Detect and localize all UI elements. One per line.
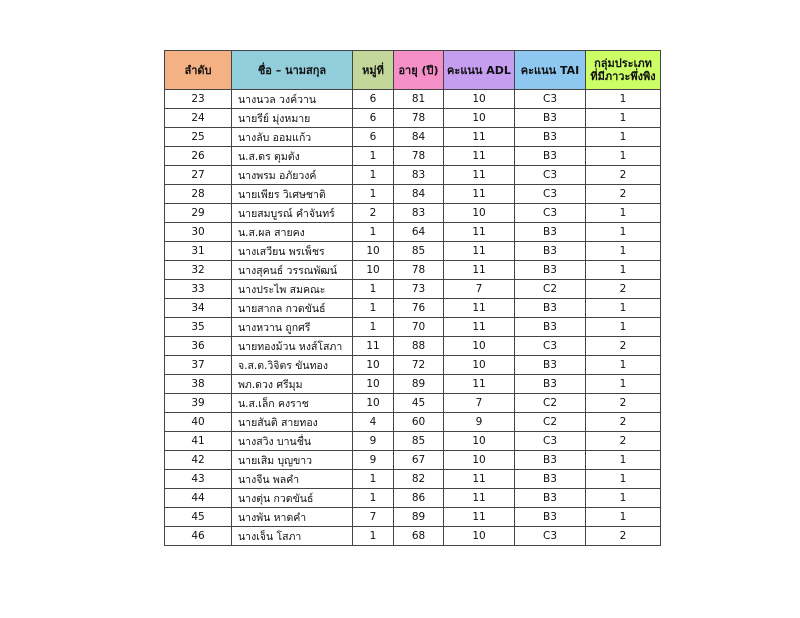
header-adl: คะแนน ADL <box>444 51 515 90</box>
header-group-line2: ที่มีภาวะพึ่งพิง <box>590 70 656 83</box>
cell-group: 1 <box>586 204 661 223</box>
cell-age: 84 <box>394 128 444 147</box>
cell-tai: B3 <box>515 318 586 337</box>
table-header <box>165 51 661 90</box>
cell-village: 1 <box>353 299 394 318</box>
cell-group: 2 <box>586 394 661 413</box>
cell-no: 24 <box>165 109 232 128</box>
cell-name: นางพัน หาดคำ <box>232 508 353 527</box>
cell-name: นางหวาน ถูกศรี <box>232 318 353 337</box>
cell-name: นางลับ ออมแก้ว <box>232 128 353 147</box>
cell-no: 38 <box>165 375 232 394</box>
cell-adl: 7 <box>444 394 515 413</box>
cell-village: 9 <box>353 451 394 470</box>
cell-adl: 11 <box>444 508 515 527</box>
cell-group: 1 <box>586 375 661 394</box>
cell-name: นายเพียร วิเศษชาติ <box>232 185 353 204</box>
header-name: ชื่อ – นามสกุล <box>232 51 353 90</box>
cell-group: 2 <box>586 337 661 356</box>
table-row <box>165 394 661 413</box>
cell-group: 1 <box>586 90 661 109</box>
cell-group: 2 <box>586 280 661 299</box>
header-group-line1: กลุ่มประเภท <box>594 57 652 70</box>
cell-no: 46 <box>165 527 232 546</box>
cell-group: 2 <box>586 166 661 185</box>
cell-no: 41 <box>165 432 232 451</box>
cell-name: นายสมบูรณ์ คำจันทร์ <box>232 204 353 223</box>
cell-village: 7 <box>353 508 394 527</box>
cell-adl: 11 <box>444 242 515 261</box>
cell-age: 85 <box>394 242 444 261</box>
cell-group: 1 <box>586 242 661 261</box>
header-group <box>586 51 661 90</box>
cell-adl: 11 <box>444 318 515 337</box>
cell-adl: 11 <box>444 470 515 489</box>
cell-village: 1 <box>353 489 394 508</box>
header-no: ลำดับ <box>165 51 232 90</box>
cell-no: 42 <box>165 451 232 470</box>
cell-group: 2 <box>586 432 661 451</box>
cell-group: 1 <box>586 223 661 242</box>
cell-name: นางเสวียน พรเพ็ชร <box>232 242 353 261</box>
cell-village: 1 <box>353 223 394 242</box>
cell-tai: C3 <box>515 185 586 204</box>
cell-name: นางพรม อภัยวงค์ <box>232 166 353 185</box>
cell-tai: C2 <box>515 413 586 432</box>
table-row <box>165 375 661 394</box>
cell-name: นางสวิง บานชื่น <box>232 432 353 451</box>
table-row <box>165 109 661 128</box>
header-village: หมู่ที่ <box>353 51 394 90</box>
cell-village: 1 <box>353 185 394 204</box>
cell-village: 9 <box>353 432 394 451</box>
cell-name: นายสันติ สายทอง <box>232 413 353 432</box>
cell-name: นางตุ่น กวดขันธ์ <box>232 489 353 508</box>
cell-age: 68 <box>394 527 444 546</box>
cell-adl: 10 <box>444 109 515 128</box>
cell-tai: C3 <box>515 527 586 546</box>
table-row <box>165 337 661 356</box>
table-row <box>165 166 661 185</box>
cell-group: 1 <box>586 109 661 128</box>
cell-tai: C3 <box>515 166 586 185</box>
cell-name: นายเสิม บุญขาว <box>232 451 353 470</box>
cell-age: 45 <box>394 394 444 413</box>
cell-no: 34 <box>165 299 232 318</box>
cell-tai: B3 <box>515 109 586 128</box>
table-row <box>165 280 661 299</box>
cell-name: นางประไพ สมคณะ <box>232 280 353 299</box>
cell-adl: 10 <box>444 204 515 223</box>
cell-age: 84 <box>394 185 444 204</box>
cell-adl: 11 <box>444 299 515 318</box>
cell-adl: 11 <box>444 261 515 280</box>
cell-adl: 11 <box>444 375 515 394</box>
cell-no: 27 <box>165 166 232 185</box>
cell-village: 10 <box>353 394 394 413</box>
table-row <box>165 204 661 223</box>
cell-village: 4 <box>353 413 394 432</box>
cell-no: 23 <box>165 90 232 109</box>
cell-adl: 11 <box>444 223 515 242</box>
cell-group: 1 <box>586 356 661 375</box>
cell-village: 1 <box>353 318 394 337</box>
cell-no: 32 <box>165 261 232 280</box>
cell-no: 43 <box>165 470 232 489</box>
elderly-dependency-table <box>164 50 661 546</box>
cell-adl: 11 <box>444 489 515 508</box>
cell-village: 1 <box>353 527 394 546</box>
cell-tai: B3 <box>515 375 586 394</box>
cell-adl: 10 <box>444 356 515 375</box>
cell-village: 10 <box>353 375 394 394</box>
cell-village: 10 <box>353 261 394 280</box>
cell-village: 6 <box>353 109 394 128</box>
table-row <box>165 147 661 166</box>
cell-tai: B3 <box>515 356 586 375</box>
table-row <box>165 318 661 337</box>
cell-village: 1 <box>353 470 394 489</box>
cell-no: 44 <box>165 489 232 508</box>
cell-name: พภ.ดวง ศรีมุม <box>232 375 353 394</box>
cell-tai: C3 <box>515 337 586 356</box>
cell-name: นายรีย์ มุ่งหมาย <box>232 109 353 128</box>
cell-adl: 9 <box>444 413 515 432</box>
table-row <box>165 90 661 109</box>
header-age: อายุ (ปี) <box>394 51 444 90</box>
cell-tai: B3 <box>515 223 586 242</box>
cell-group: 1 <box>586 147 661 166</box>
cell-no: 45 <box>165 508 232 527</box>
table-row <box>165 128 661 147</box>
cell-adl: 11 <box>444 147 515 166</box>
cell-age: 67 <box>394 451 444 470</box>
cell-adl: 11 <box>444 128 515 147</box>
table-row <box>165 261 661 280</box>
cell-name: นางจีน พลคำ <box>232 470 353 489</box>
cell-village: 1 <box>353 166 394 185</box>
cell-no: 26 <box>165 147 232 166</box>
table-row <box>165 185 661 204</box>
table-row <box>165 223 661 242</box>
cell-no: 40 <box>165 413 232 432</box>
cell-age: 78 <box>394 109 444 128</box>
cell-age: 88 <box>394 337 444 356</box>
cell-village: 2 <box>353 204 394 223</box>
cell-no: 30 <box>165 223 232 242</box>
cell-tai: B3 <box>515 147 586 166</box>
cell-no: 28 <box>165 185 232 204</box>
cell-tai: B3 <box>515 242 586 261</box>
table-row <box>165 413 661 432</box>
cell-tai: B3 <box>515 508 586 527</box>
cell-name: นางสุคนธ์ วรรณพัฒน์ <box>232 261 353 280</box>
cell-age: 89 <box>394 508 444 527</box>
table-row <box>165 242 661 261</box>
cell-tai: B3 <box>515 299 586 318</box>
cell-age: 85 <box>394 432 444 451</box>
cell-tai: C3 <box>515 90 586 109</box>
cell-village: 6 <box>353 128 394 147</box>
cell-age: 83 <box>394 204 444 223</box>
cell-tai: B3 <box>515 128 586 147</box>
cell-group: 2 <box>586 527 661 546</box>
cell-village: 1 <box>353 280 394 299</box>
table-row <box>165 508 661 527</box>
cell-group: 2 <box>586 413 661 432</box>
cell-village: 1 <box>353 147 394 166</box>
cell-adl: 11 <box>444 185 515 204</box>
cell-group: 1 <box>586 489 661 508</box>
table-row <box>165 432 661 451</box>
cell-adl: 10 <box>444 337 515 356</box>
cell-age: 82 <box>394 470 444 489</box>
cell-tai: C3 <box>515 204 586 223</box>
cell-no: 33 <box>165 280 232 299</box>
cell-age: 89 <box>394 375 444 394</box>
cell-age: 64 <box>394 223 444 242</box>
header-row <box>165 51 661 90</box>
cell-name: นายสากล กวดขันธ์ <box>232 299 353 318</box>
cell-no: 36 <box>165 337 232 356</box>
cell-name: จ.ส.ต.วิจิตร ขันทอง <box>232 356 353 375</box>
table-body <box>165 90 661 546</box>
cell-adl: 10 <box>444 451 515 470</box>
cell-no: 29 <box>165 204 232 223</box>
cell-group: 1 <box>586 318 661 337</box>
cell-adl: 7 <box>444 280 515 299</box>
cell-tai: B3 <box>515 470 586 489</box>
cell-adl: 11 <box>444 166 515 185</box>
cell-age: 70 <box>394 318 444 337</box>
cell-adl: 10 <box>444 90 515 109</box>
cell-age: 60 <box>394 413 444 432</box>
cell-no: 39 <box>165 394 232 413</box>
cell-age: 78 <box>394 147 444 166</box>
cell-no: 25 <box>165 128 232 147</box>
cell-group: 1 <box>586 470 661 489</box>
table-row <box>165 451 661 470</box>
cell-tai: B3 <box>515 261 586 280</box>
cell-age: 81 <box>394 90 444 109</box>
cell-group: 1 <box>586 261 661 280</box>
table-row <box>165 489 661 508</box>
cell-name: นายทองม้วน หงส์โสภา <box>232 337 353 356</box>
cell-village: 11 <box>353 337 394 356</box>
cell-age: 72 <box>394 356 444 375</box>
cell-group: 1 <box>586 508 661 527</box>
cell-age: 83 <box>394 166 444 185</box>
cell-age: 76 <box>394 299 444 318</box>
cell-age: 78 <box>394 261 444 280</box>
cell-name: นางนวล วงค์วาน <box>232 90 353 109</box>
cell-group: 1 <box>586 128 661 147</box>
cell-name: น.ส.ดร ตุมตัง <box>232 147 353 166</box>
cell-village: 10 <box>353 356 394 375</box>
cell-tai: B3 <box>515 489 586 508</box>
cell-group: 1 <box>586 451 661 470</box>
cell-no: 37 <box>165 356 232 375</box>
cell-name: น.ส.ผล สายคง <box>232 223 353 242</box>
cell-tai: C3 <box>515 432 586 451</box>
cell-tai: B3 <box>515 451 586 470</box>
cell-age: 73 <box>394 280 444 299</box>
cell-no: 35 <box>165 318 232 337</box>
cell-name: นางเจ็น โสภา <box>232 527 353 546</box>
cell-village: 10 <box>353 242 394 261</box>
cell-adl: 10 <box>444 432 515 451</box>
cell-group: 2 <box>586 185 661 204</box>
cell-adl: 10 <box>444 527 515 546</box>
cell-tai: C2 <box>515 394 586 413</box>
cell-tai: C2 <box>515 280 586 299</box>
header-tai: คะแนน TAI <box>515 51 586 90</box>
table-row <box>165 299 661 318</box>
cell-age: 86 <box>394 489 444 508</box>
table-row <box>165 356 661 375</box>
cell-name: น.ส.เล็ก คงราช <box>232 394 353 413</box>
table-row <box>165 527 661 546</box>
table-row <box>165 470 661 489</box>
cell-no: 31 <box>165 242 232 261</box>
cell-group: 1 <box>586 299 661 318</box>
cell-village: 6 <box>353 90 394 109</box>
